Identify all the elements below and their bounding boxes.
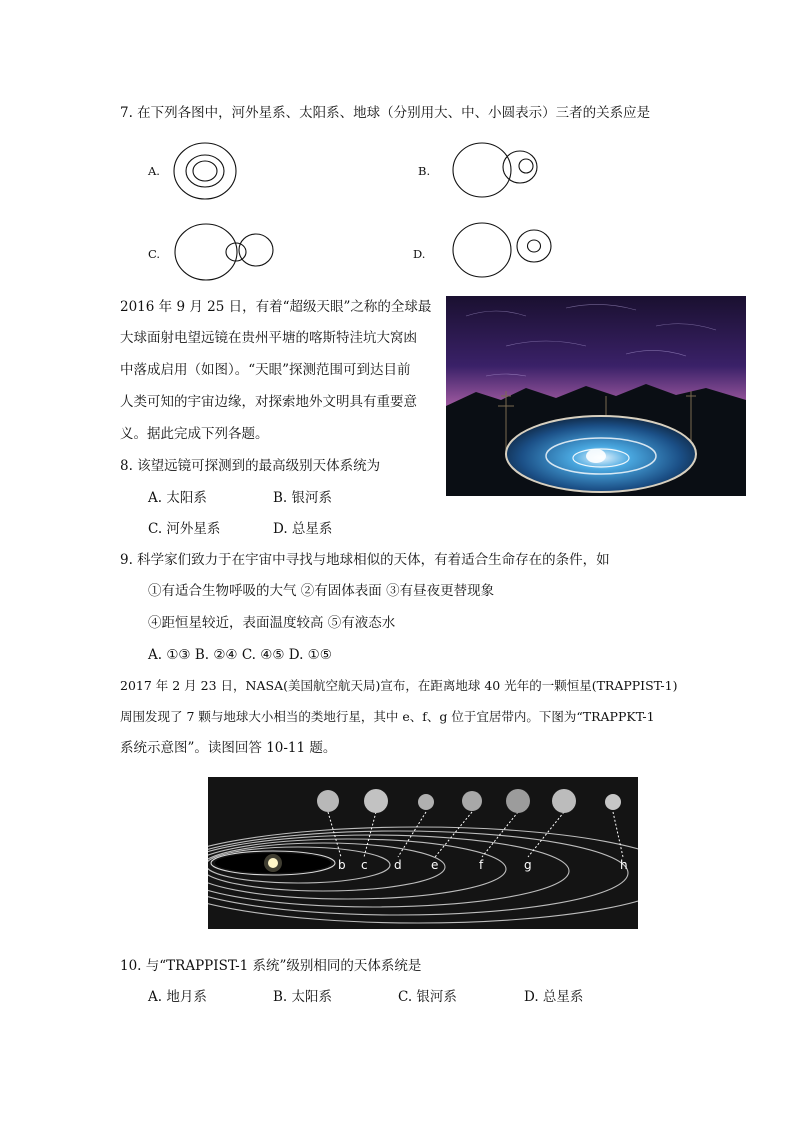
q7-option-a-diagram <box>170 140 240 202</box>
q9-options: A. ①③ B. ②④ C. ④⑤ D. ①⑤ <box>148 647 332 663</box>
planet-label-h: h <box>620 858 628 872</box>
passage1-line-4: 人类可知的宇宙边缘，对探索地外文明具有重要意 <box>120 394 417 410</box>
q10-stem: 10. 与“TRAPPIST-1 系统”级别相同的天体系统是 <box>120 958 422 974</box>
passage1-line-3: 中落成启用（如图）。“天眼”探测范围可到达目前 <box>120 362 411 378</box>
passage1-line-5: 义。据此完成下列各题。 <box>120 426 269 442</box>
telescope-photo <box>446 296 746 496</box>
q10-option-d: D. 总星系 <box>524 989 584 1005</box>
q8-stem: 8. 该望远镜可探测到的最高级别天体系统为 <box>120 458 381 474</box>
q10-option-a: A. 地月系 <box>148 989 207 1005</box>
passage2-line-1: 2017 年 2 月 23 日，NASA(美国航空航天局)宣布，在距离地球 40 光年的一颗恒星(TRAPPIST-1) <box>120 678 678 693</box>
q8-option-d: D. 总星系 <box>273 521 333 537</box>
q7-option-d-label: D. <box>413 247 426 261</box>
planet-label-b: b <box>338 858 346 872</box>
q7-option-c-label: C. <box>148 247 161 261</box>
q7-option-b-diagram <box>450 140 545 202</box>
q7-option-a-label: A. <box>148 164 160 178</box>
planet-label-c: c <box>361 858 368 872</box>
q8-option-a: A. 太阳系 <box>148 490 207 506</box>
planet-label-f: f <box>479 858 484 872</box>
q7-option-b-label: B. <box>418 164 431 178</box>
passage1-line-1: 2016 年 9 月 25 日，有着“超级天眼”之称的全球最 <box>120 299 432 315</box>
q9-items-line-1: ①有适合生物呼吸的大气 ②有固体表面 ③有昼夜更替现象 <box>148 583 495 599</box>
planet-label-e: e <box>431 858 439 872</box>
q8-option-b: B. 银河系 <box>273 490 333 506</box>
q9-stem: 9. 科学家们致力于在宇宙中寻找与地球相似的天体，有着适合生命存在的条件，如 <box>120 552 610 568</box>
q7-option-c-diagram <box>170 222 280 284</box>
q8-option-c: C. 河外星系 <box>148 521 221 537</box>
planet-label-d: d <box>394 858 402 872</box>
passage2-line-3: 系统示意图”。读图回答 10-11 题。 <box>120 740 337 756</box>
q9-items-line-2: ④距恒星较近，表面温度较高 ⑤有液态水 <box>148 615 396 631</box>
q10-option-c: C. 银河系 <box>398 989 457 1005</box>
planet-label-g: g <box>524 858 532 872</box>
passage2-line-2: 周围发现了 7 颗与地球大小相当的类地行星，其中 e、f、g 位于宜居带内。下图为“TRAPPKT-1 <box>120 709 655 724</box>
passage1-line-2: 大球面射电望远镜在贵州平塘的喀斯特洼坑大窝凼 <box>120 330 417 346</box>
q7-stem: 7. 在下列各图中，河外星系、太阳系、地球（分别用大、中、小圆表示）三者的关系应是 <box>120 105 651 121</box>
q10-option-b: B. 太阳系 <box>273 989 333 1005</box>
trappist-diagram <box>208 777 638 929</box>
q7-option-d-diagram <box>450 220 560 282</box>
